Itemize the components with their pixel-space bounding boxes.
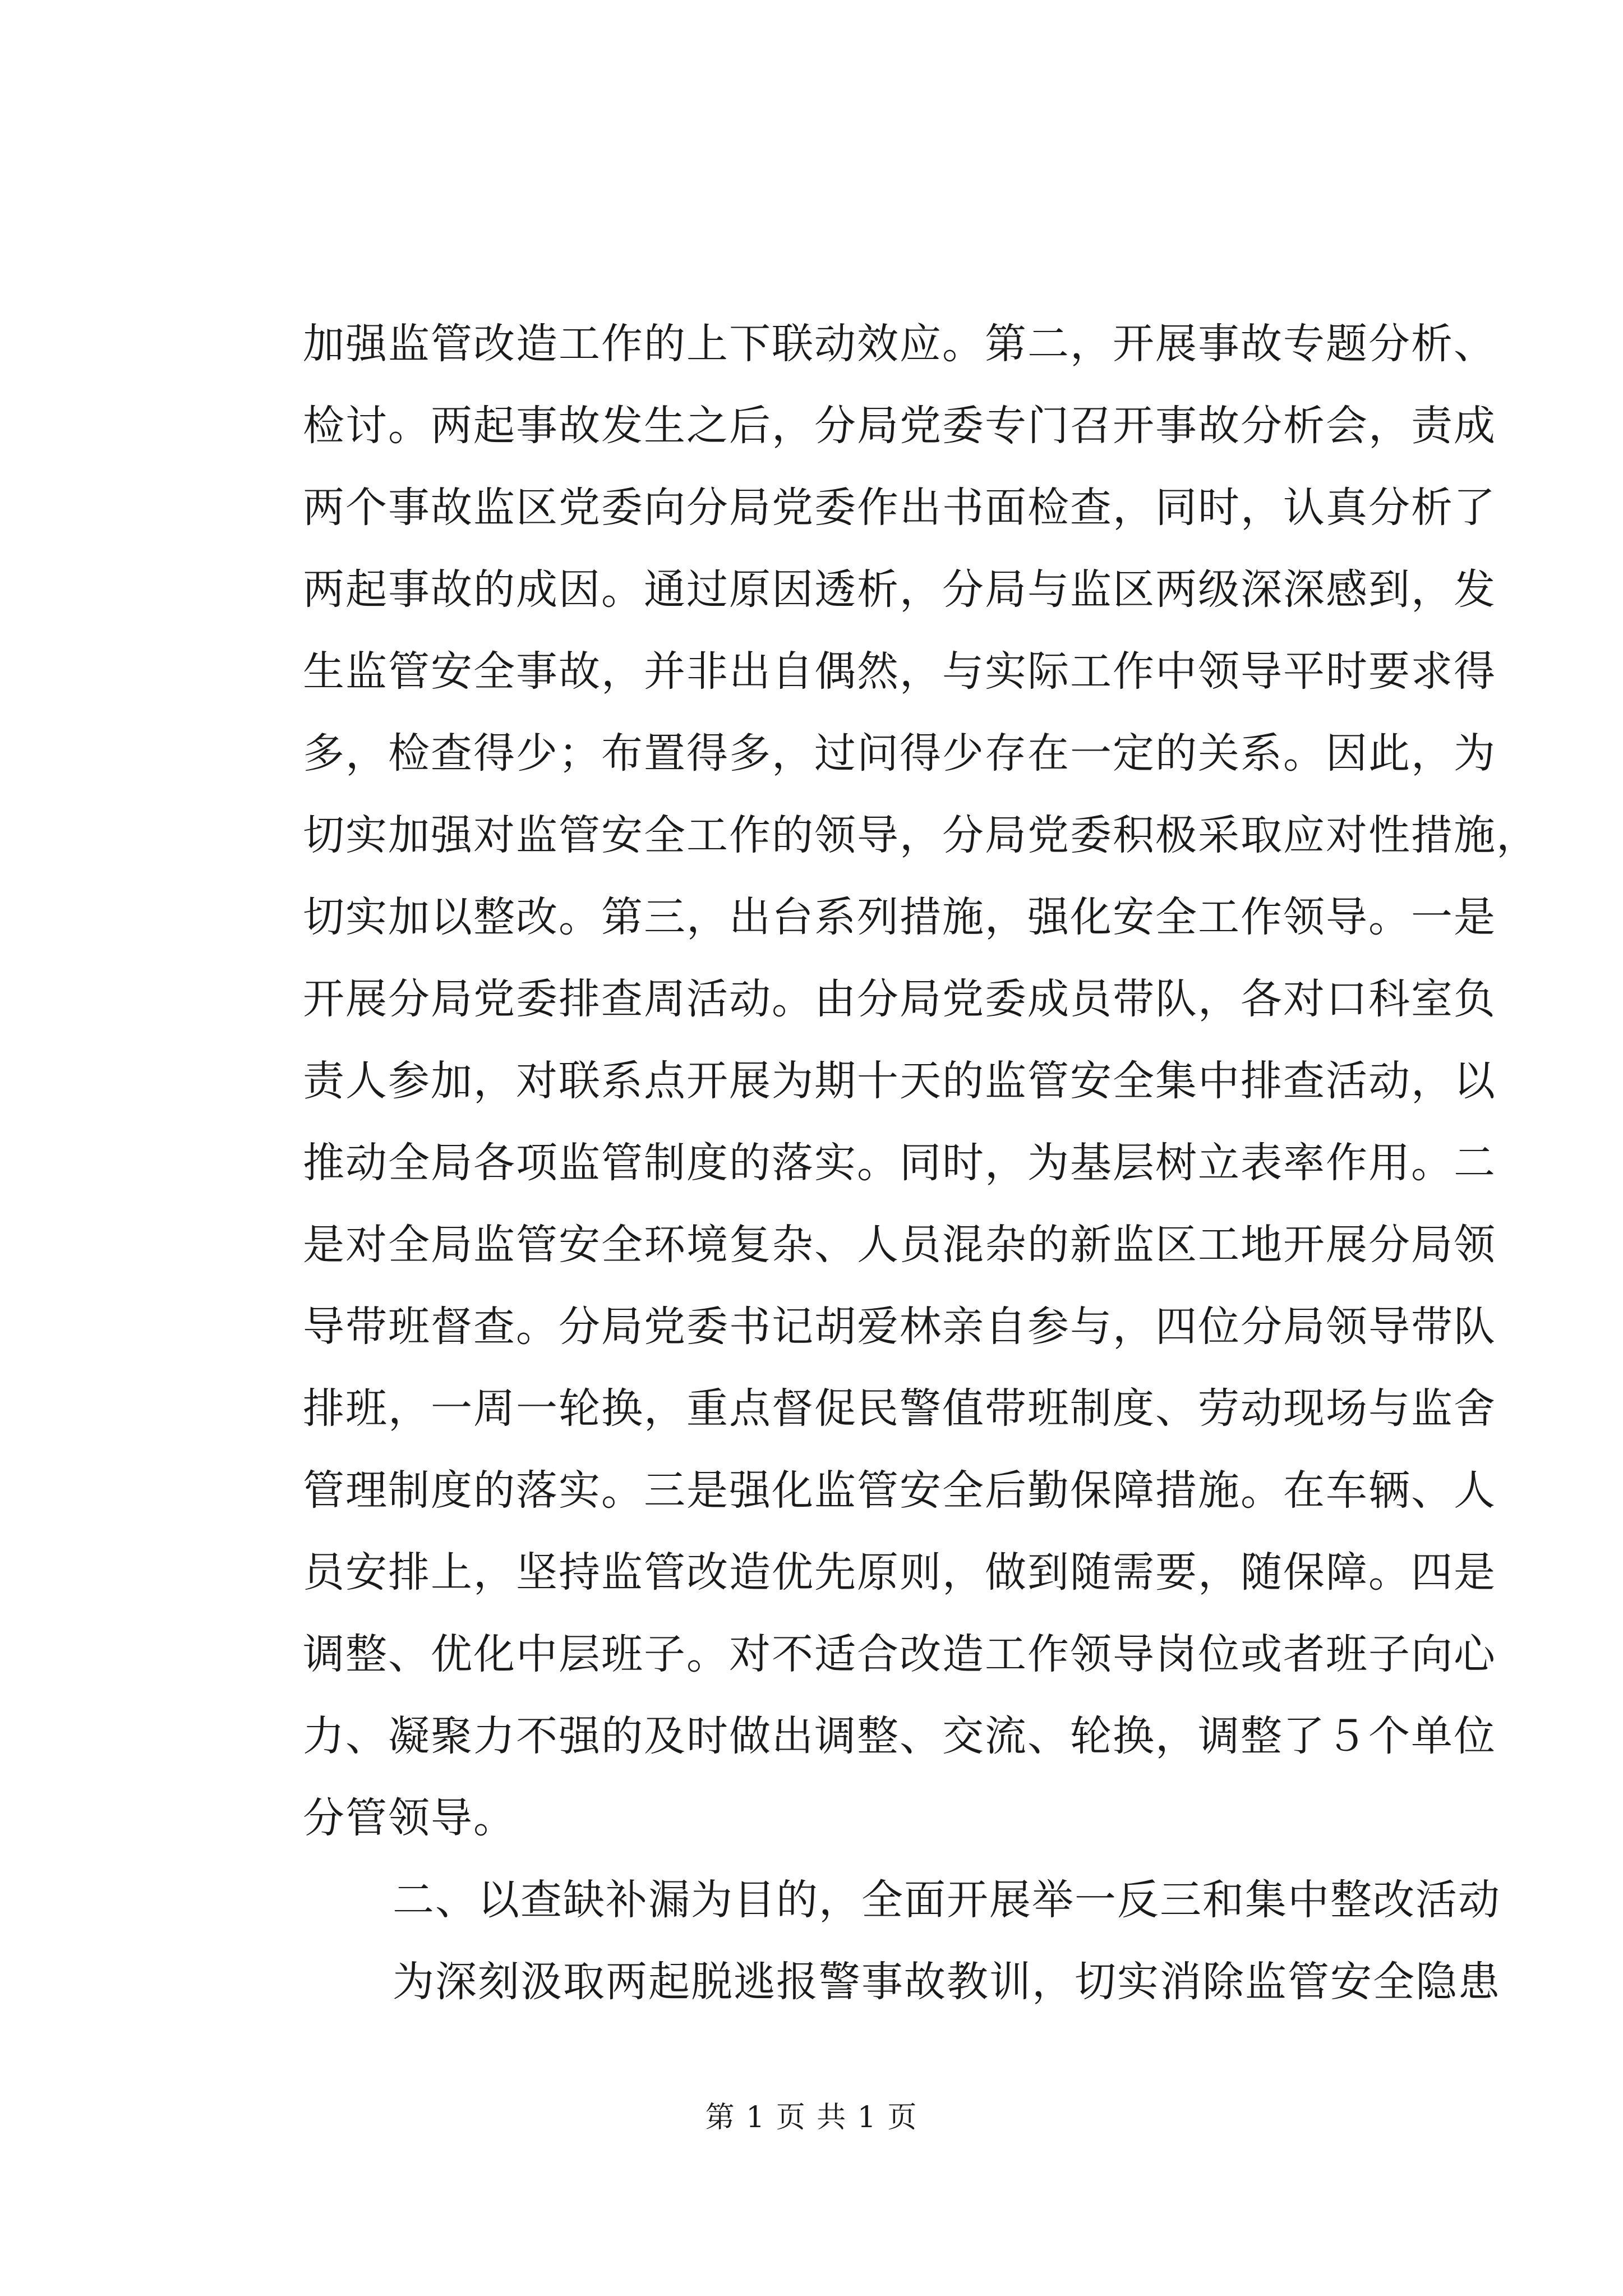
body-line: 调整、优化中层班子。对不适合改造工作领导岗位或者班子向心 [303, 1630, 1496, 1678]
paragraph-first-line: 为深刻汲取两起脱逃报警事故教训，切实消除监管安全隐患 [393, 1958, 1501, 2006]
body-line: 导带班督查。分局党委书记胡爱林亲自参与，四位分局领导带队 [303, 1303, 1496, 1351]
body-line: 推动全局各项监管制度的落实。同时，为基层树立表率作用。二 [303, 1139, 1496, 1187]
body-line: 切实加以整改。第三，出台系列措施，强化安全工作领导。一是 [303, 893, 1496, 941]
body-line: 员安排上，坚持监管改造优先原则，做到随需要，随保障。四是 [303, 1548, 1496, 1596]
body-line: 开展分局党委排查周活动。由分局党委成员带队，各对口科室负 [303, 975, 1496, 1023]
body-line: 是对全局监管安全环境复杂、人员混杂的新监区工地开展分局领 [303, 1221, 1496, 1269]
body-line: 生监管安全事故，并非出自偶然，与实际工作中领导平时要求得 [303, 647, 1496, 696]
body-line: 切实加强对监管安全工作的领导，分局党委积极采取应对性措施， [303, 811, 1539, 859]
body-line: 责人参加，对联系点开展为期十天的监管安全集中排查活动，以 [303, 1057, 1496, 1105]
body-line: 管理制度的落实。三是强化监管安全后勤保障措施。在车辆、人 [303, 1466, 1496, 1515]
body-line: 两起事故的成因。通过原因透析，分局与监区两级深深感到，发 [303, 565, 1496, 614]
document-body [303, 303, 1539, 2023]
section-heading: 二、以查缺补漏为目的，全面开展举一反三和集中整改活动 [393, 1876, 1501, 1924]
body-line: 加强监管改造工作的上下联动效应。第二，开展事故专题分析、 [303, 320, 1496, 368]
body-line: 多，检查得少；布置得多，过问得少存在一定的关系。因此，为 [303, 729, 1496, 777]
body-line: 检讨。两起事故发生之后，分局党委专门召开事故分析会，责成 [303, 402, 1496, 450]
body-line: 分管领导。 [303, 1794, 516, 1842]
page-footer: 第 1 页 共 1 页 [705, 2101, 918, 2134]
body-line: 两个事故监区党委向分局党委作出书面检查，同时，认真分析了 [303, 484, 1496, 532]
body-line: 力、凝聚力不强的及时做出调整、交流、轮换，调整了５个单位 [303, 1712, 1496, 1760]
body-line: 排班，一周一轮换，重点督促民警值带班制度、劳动现场与监舍 [303, 1384, 1496, 1433]
